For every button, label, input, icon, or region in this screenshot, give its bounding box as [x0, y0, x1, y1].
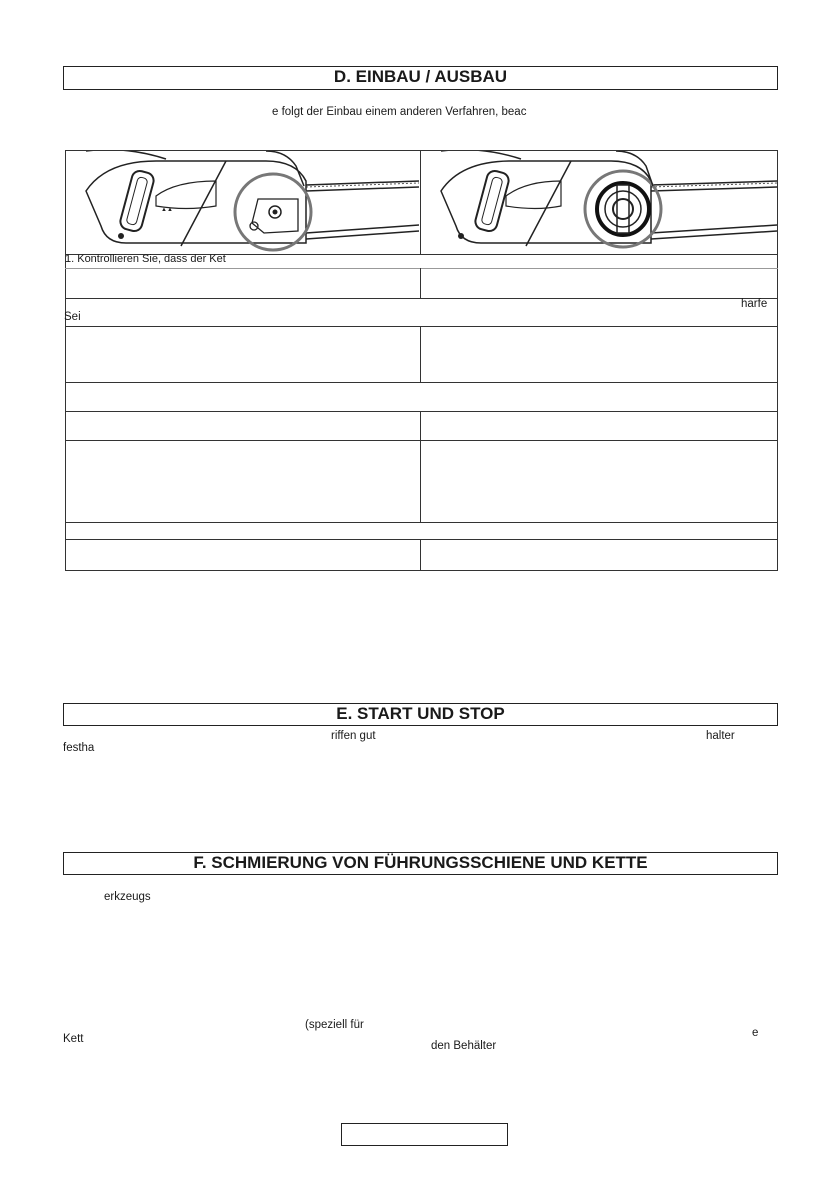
row-3-right-text: harfe [741, 298, 768, 310]
step-1-text: 1. Kontrollieren Sie, dass der Ket [65, 253, 226, 265]
table-rule [65, 382, 778, 383]
section-e-line1-right: halter [706, 730, 735, 742]
table-rule [420, 326, 421, 382]
section-e-line2-left: festha [63, 742, 95, 754]
table-rule [420, 440, 421, 522]
section-f-line1: erkzeugs [104, 891, 151, 903]
section-e-line1-mid: riffen gut [331, 730, 376, 742]
table-rule [420, 539, 421, 571]
table-rule [420, 268, 421, 298]
section-f-line3-mid: den Behälter [431, 1040, 497, 1052]
row-3-left-text: Sei [64, 311, 81, 323]
table-rule [65, 539, 778, 540]
section-d-title: D. EINBAU / AUSBAU [63, 66, 778, 90]
section-f-line2-mid: (speziell für [305, 1019, 364, 1031]
table-rule [65, 268, 778, 269]
page-number-box [341, 1123, 508, 1146]
section-f-line2-right: e [752, 1027, 759, 1039]
section-f-title: F. SCHMIERUNG VON FÜHRUNGSSCHIENE UND KETTE [63, 852, 778, 875]
section-d-intro: e folgt der Einbau einem anderen Verfahren, beac [272, 106, 527, 118]
chainsaw-cover-nut-icon [66, 151, 419, 254]
section-f-line3-left: Kett [63, 1033, 84, 1045]
table-rule [65, 522, 778, 523]
table-rule [420, 411, 421, 440]
section-e-title: E. START UND STOP [63, 703, 778, 726]
chainsaw-tensioner-knob-icon [421, 151, 777, 254]
svg-text:▲▲: ▲▲ [161, 207, 173, 213]
table-rule [65, 326, 778, 327]
table-rule [65, 440, 778, 441]
table-rule [65, 411, 778, 412]
table-rule [65, 298, 778, 299]
